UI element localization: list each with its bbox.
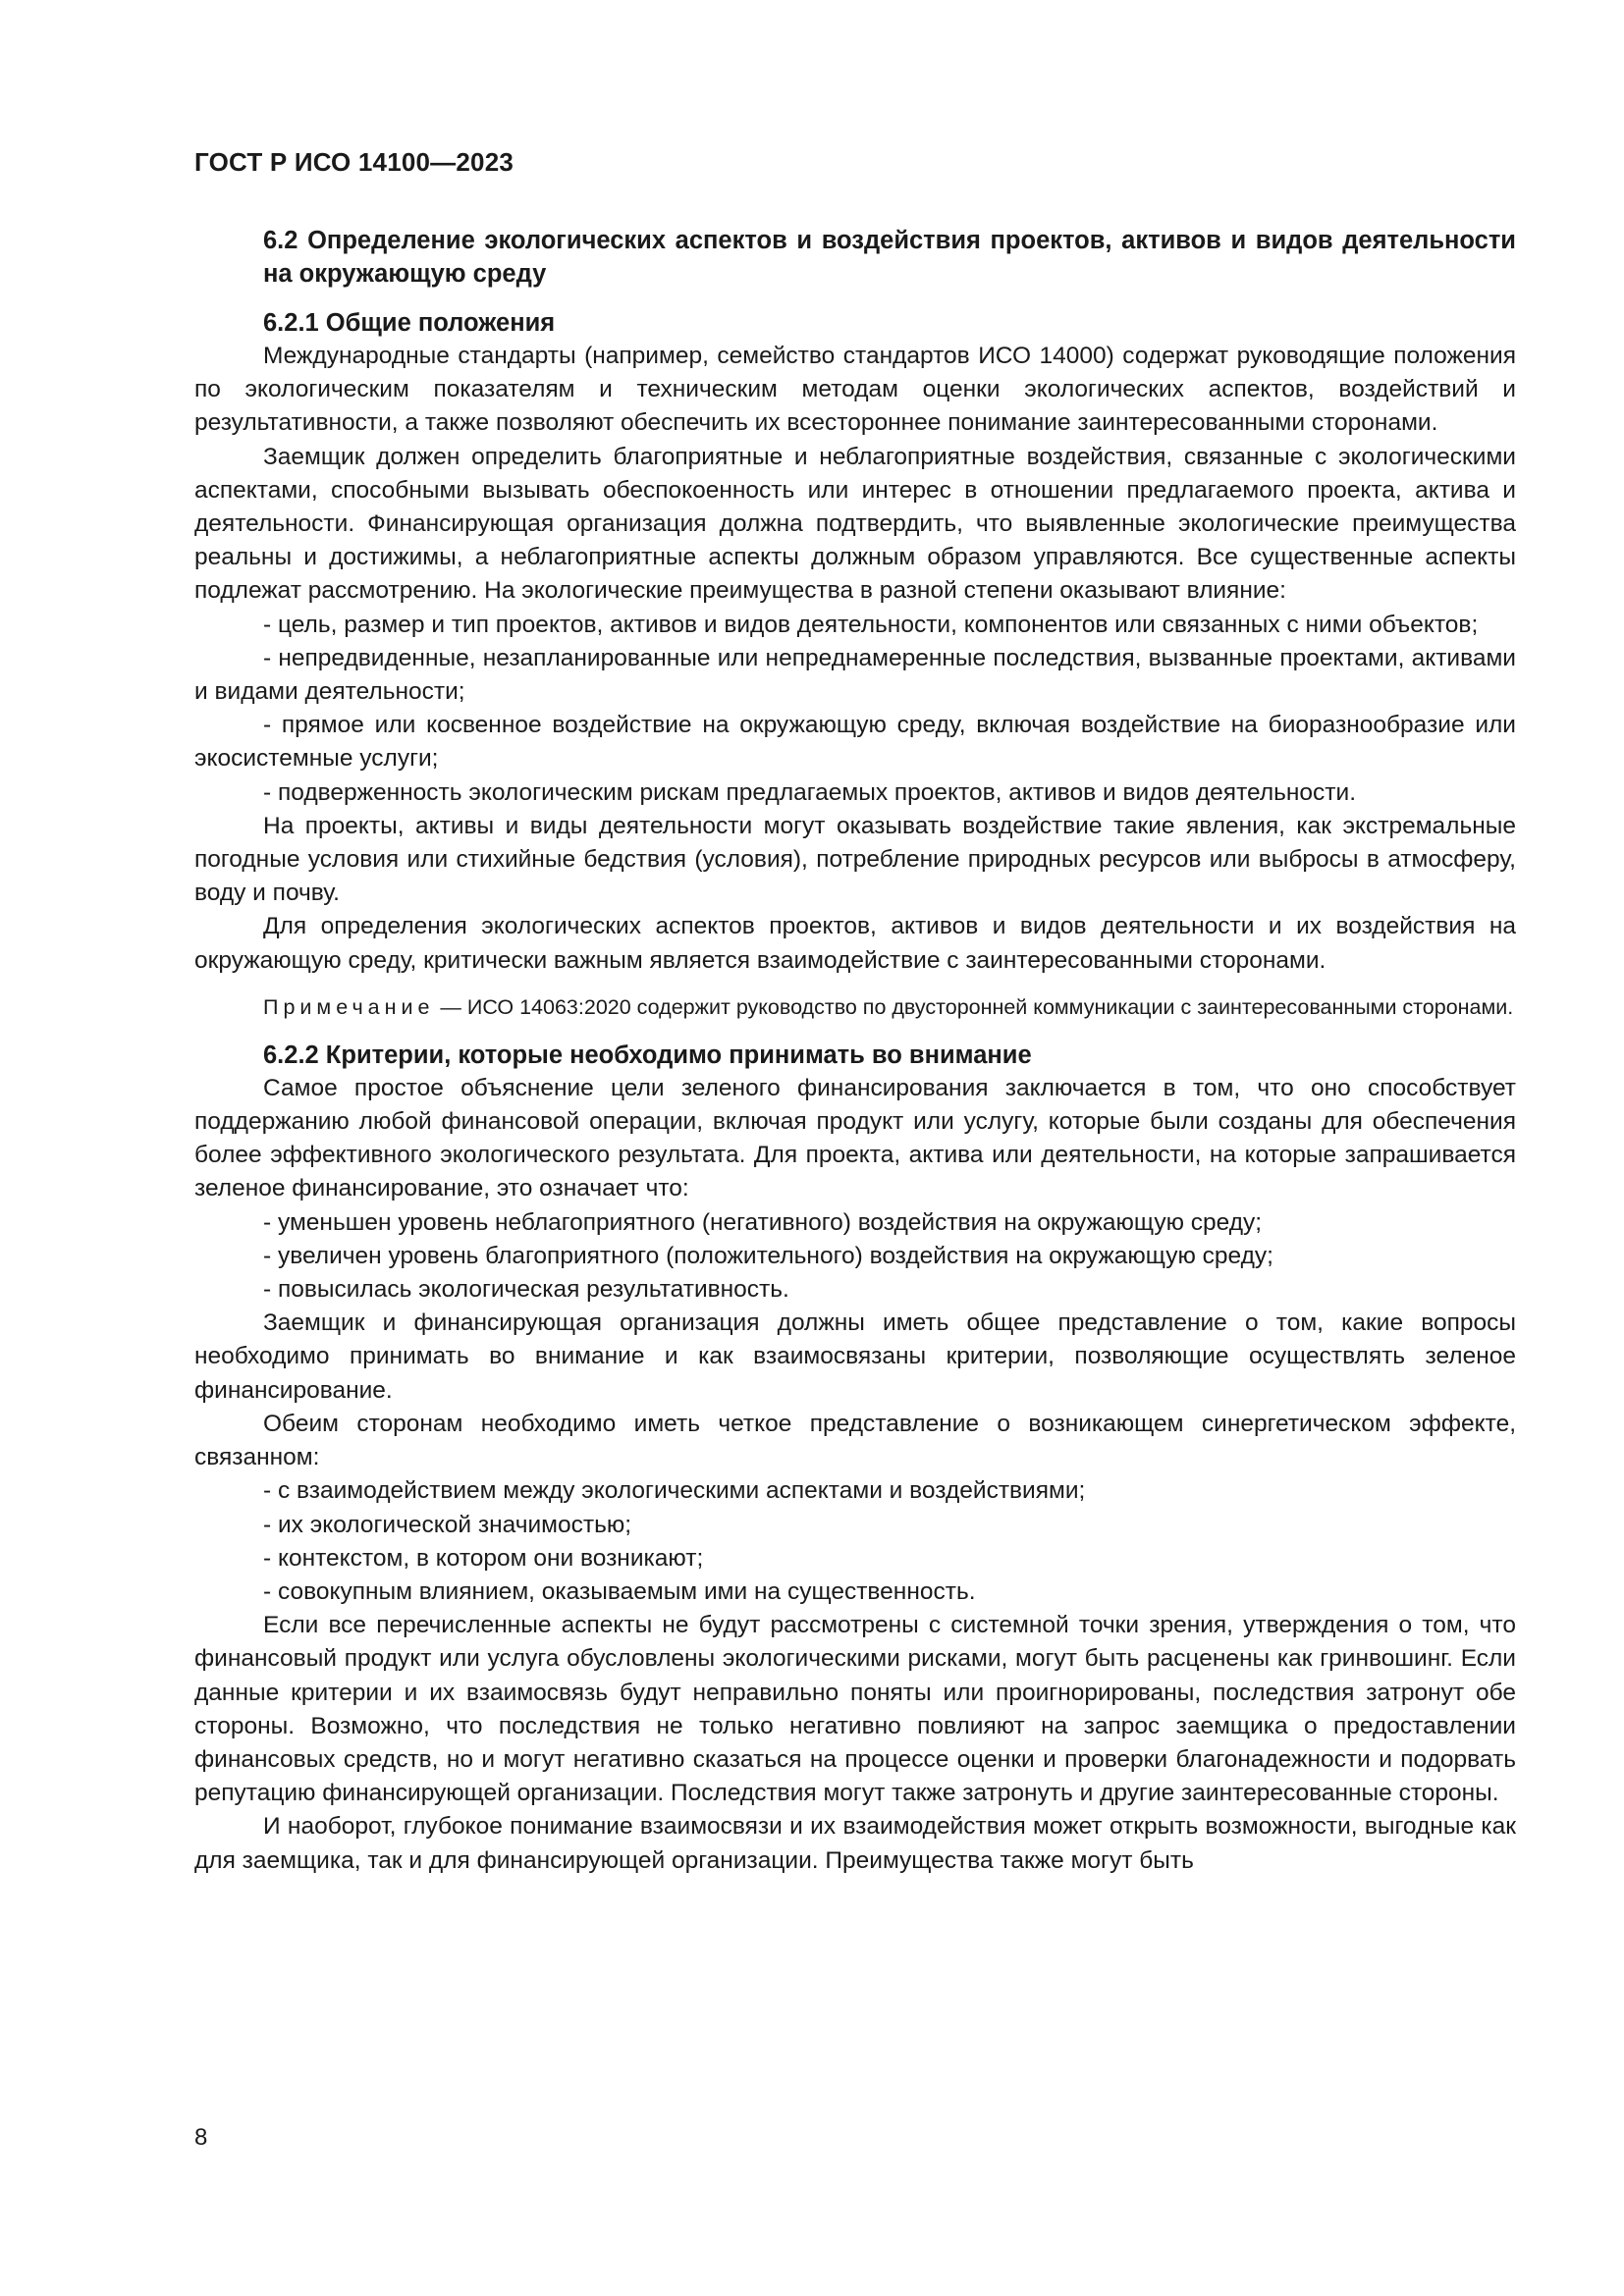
list-item: - совокупным влиянием, оказываемым ими на существенность. bbox=[263, 1577, 976, 1605]
note bbox=[194, 991, 1516, 1023]
note-label: Примечание bbox=[263, 994, 435, 1019]
list-item: - непредвиденные, незапланированные или непреднамеренные последствия, вызванные проектами, активами и видами деятельности; bbox=[194, 644, 1516, 706]
list-item: - с взаимодействием между экологическими аспектами и воздействиями; bbox=[263, 1477, 1086, 1505]
paragraph: На проекты, активы и виды деятельности могут оказывать воздействие такие явления, как экстремальные погодные условия или стихийные бедствия (условия), потребление природных ресурсов или выбросы в атмосферу, воду и почву. bbox=[194, 812, 1516, 907]
list-item: - повысилась экологическая результативность. bbox=[263, 1276, 789, 1304]
page-number: 8 bbox=[194, 2124, 208, 2151]
section-6-2-title: 6.2 Определение экологических аспектов и воздействия проектов, активов и видов деятельности на окружающую среду bbox=[263, 227, 1516, 288]
paragraph: Обеим сторонам необходимо иметь четкое представление о возникающем синергетическом эффекте, связанном: bbox=[194, 1410, 1516, 1471]
page-content bbox=[194, 224, 1516, 1878]
paragraph: Заемщик и финансирующая организация должны иметь общее представление о том, какие вопросы необходимо принимать во внимание и как взаимосвязаны критерии, позволяющие осуществлять зеленое финансирование. bbox=[194, 1309, 1516, 1404]
list-item: - контекстом, в котором они возникают; bbox=[263, 1544, 704, 1572]
paragraph: Международные стандарты (например, семейство стандартов ИСО 14000) содержат руководящие положения по экологическим показателям и техническим методам оценки экологических аспектов, воздействий и результативности, а также позволяют обеспечить их всестороннее понимание заинтересованными сторонами. bbox=[194, 343, 1516, 437]
list-item: - прямое или косвенное воздействие на окружающую среду, включая воздействие на биоразнообразие или экосистемные услуги; bbox=[194, 712, 1516, 773]
list-item: - их экологической значимостью; bbox=[263, 1511, 632, 1538]
paragraph: И наоборот, глубокое понимание взаимосвязи и их взаимодействия может открыть возможности, выгодные как для заемщика, так и для финансирующей организации. Преимущества также могут быть bbox=[194, 1813, 1516, 1874]
list-item: - уменьшен уровень неблагоприятного (негативного) воздействия на окружающую среду; bbox=[263, 1208, 1263, 1236]
list-item: - цель, размер и тип проектов, активов и видов деятельности, компонентов или связанных с ними объектов; bbox=[263, 611, 1479, 638]
paragraph: Заемщик должен определить благоприятные и неблагоприятные воздействия, связанные с экологическими аспектами, способными вызывать обеспокоенность или интерес в отношении предлагаемого проекта, актива и деятельности. Финансирующая организация должна подтвердить, что выявленные экологические преимущества реальны и достижимы, а неблагоприятные аспекты должным образом управляются. Все существенные аспекты подлежат рассмотрению. На экологические преимущества в разной степени оказывают влияние: bbox=[194, 443, 1516, 605]
subsection-6-2-2-title: 6.2.2 Критерии, которые необходимо принимать во внимание bbox=[263, 1041, 1032, 1069]
paragraph: Для определения экологических аспектов проектов, активов и видов деятельности и их воздействия на окружающую среду, критически важным является взаимодействие с заинтересованными сторонами. bbox=[194, 913, 1516, 974]
list-item: - увеличен уровень благоприятного (положительного) воздействия на окружающую среду; bbox=[263, 1242, 1273, 1269]
note-text: — ИСО 14063:2020 содержит руководство по двусторонней коммуникации с заинтересованными сторонами. bbox=[434, 994, 1514, 1019]
subsection-6-2-1-title: 6.2.1 Общие положения bbox=[263, 309, 556, 337]
paragraph: Самое простое объяснение цели зеленого финансирования заключается в том, что оно способствует поддержанию любой финансовой операции, включая продукт или услугу, которые были созданы для обеспечения более эффективного экологического результата. Для проекта, актива или деятельности, на которые запрашивается зеленое финансирование, это означает что: bbox=[194, 1074, 1516, 1202]
document-id-header: ГОСТ Р ИСО 14100—2023 bbox=[194, 147, 514, 177]
paragraph: Если все перечисленные аспекты не будут рассмотрены с системной точки зрения, утверждения о том, что финансовый продукт или услуга обусловлены экологическими рисками, могут быть расценены как гринвошинг. Если данные критерии и их взаимосвязь будут неправильно поняты или проигнорированы, последствия затронут обе стороны. Возможно, что последствия не только негативно повлияют на запрос заемщика о предоставлении финансовых средств, но и могут негативно сказаться на процессе оценки и проверки благонадежности и подорвать репутацию финансирующей организации. Последствия могут также затронуть и другие заинтересованные стороны. bbox=[194, 1612, 1516, 1807]
list-item: - подверженность экологическим рискам предлагаемых проектов, активов и видов деятельности. bbox=[263, 778, 1357, 806]
